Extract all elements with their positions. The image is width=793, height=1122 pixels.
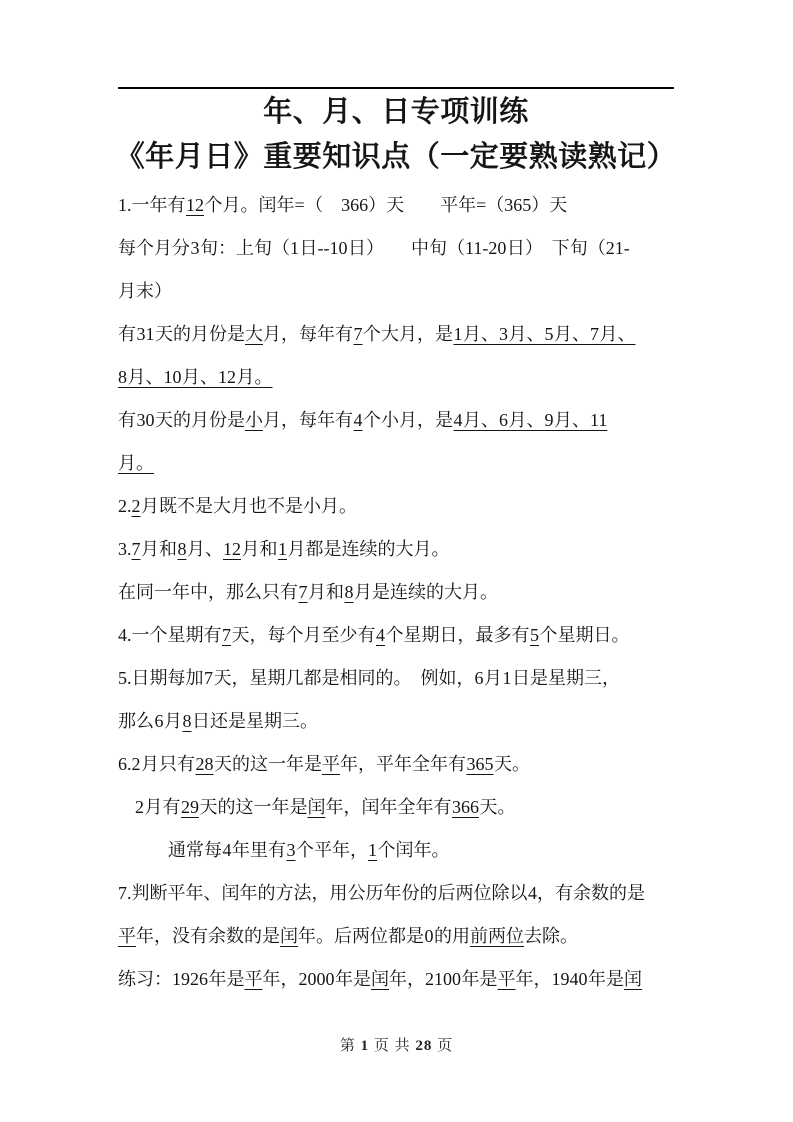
text-segment: 2 月有: [135, 797, 181, 817]
underlined-text: 4 月、6 月、9 月、11: [453, 410, 608, 430]
text-segment: 个大月，是: [362, 324, 454, 344]
text-segment: 个月。闰年= （ 366）天 平年=（365）天: [204, 195, 568, 215]
underlined-text: 8 月、10 月、12 月。: [118, 367, 273, 387]
underlined-text: 闰: [371, 969, 389, 989]
text-segment: 个星期日。: [539, 625, 630, 645]
underlined-text: 2: [131, 496, 141, 516]
text-segment: 年，2000 年是: [262, 969, 371, 989]
text-segment: 7.判断平年、闰年的方法，用公历年份的后两位除以 4，有余数的是: [118, 883, 645, 903]
text-segment: 在同一年中，那么只有: [118, 582, 299, 602]
underlined-text: 月。: [118, 453, 154, 473]
text-segment: 年，平年全年有: [340, 754, 467, 774]
text-segment: 天。: [479, 797, 516, 817]
text-segment: 6.2 月只有: [118, 754, 196, 774]
underlined-text: 闰: [307, 797, 326, 817]
footer-page-number: 1: [360, 1038, 370, 1054]
text-segment: 5.日期每加 7 天，星期几都是相同的。 例如，6 月 1 日是星期三，: [118, 668, 620, 688]
text-line: [118, 399, 678, 442]
underlined-text: 4: [353, 410, 363, 430]
underlined-text: 29: [181, 797, 199, 817]
footer-segment: 页 共: [369, 1038, 416, 1054]
text-line: [118, 571, 678, 614]
text-line: [118, 657, 678, 700]
doc-title-line-2: 《年月日》重要知识点（一定要熟读熟记）: [115, 141, 677, 173]
text-segment: 月、: [186, 539, 223, 559]
text-segment: 1.一年有: [118, 195, 186, 215]
document-lines: [118, 184, 678, 1001]
underlined-text: 前两位: [470, 926, 524, 946]
text-segment: 月和: [140, 539, 178, 559]
text-line: [118, 270, 678, 313]
text-segment: 有 31 天的月份是: [118, 324, 245, 344]
underlined-text: 8: [182, 711, 192, 731]
underlined-text: 366: [452, 797, 479, 817]
text-segment: 年，2100 年是: [389, 969, 498, 989]
text-segment: 月都是连续的大月。: [287, 539, 450, 559]
text-line: [118, 528, 678, 571]
text-segment: 天的这一年是: [213, 754, 322, 774]
text-segment: 月是连续的大月。: [353, 582, 498, 602]
text-segment: 练习：1926 年是: [118, 969, 245, 989]
text-segment: 个闰年。: [377, 840, 450, 860]
footer-segment: 第: [339, 1038, 361, 1054]
text-line: [118, 356, 678, 399]
text-segment: 年。后两位都是 0 的用: [298, 926, 470, 946]
text-line: [118, 442, 678, 485]
underlined-text: 平: [497, 969, 516, 989]
underlined-text: 闰: [280, 926, 298, 946]
text-segment: 有 30 天的月份是: [118, 410, 245, 430]
page-footer: [0, 1034, 793, 1055]
underlined-text: 大: [245, 324, 263, 344]
text-segment: 月和: [307, 582, 345, 602]
underlined-text: 4: [376, 625, 385, 645]
text-segment: 4.一个星期有: [118, 625, 222, 645]
header-divider: [118, 87, 674, 89]
text-segment: 年，没有余数的是: [136, 926, 280, 946]
underlined-text: 小: [245, 410, 263, 430]
footer-page-number: 28: [415, 1038, 433, 1054]
text-segment: 月，每年有: [263, 410, 354, 430]
text-line: [118, 700, 678, 743]
underlined-text: 1: [368, 840, 377, 860]
doc-title-line-1: 年、月、日专项训练: [263, 96, 529, 128]
text-line: [118, 485, 678, 528]
text-line: [118, 786, 678, 829]
text-segment: 2.: [118, 496, 132, 516]
underlined-text: 8: [344, 582, 354, 602]
underlined-text: 5: [530, 625, 539, 645]
text-segment: 天。: [493, 754, 530, 774]
underlined-text: 闰: [624, 969, 642, 989]
underlined-text: 12: [186, 195, 204, 215]
text-line: [118, 872, 678, 915]
underlined-text: 7: [353, 324, 363, 344]
text-segment: 个小月，是: [362, 410, 454, 430]
footer-segment: 页: [432, 1038, 454, 1054]
text-segment: 天的这一年是: [199, 797, 308, 817]
text-segment: 个星期日，最多有: [385, 625, 530, 645]
text-segment: 年，1940 年是: [515, 969, 624, 989]
text-segment: 3.: [118, 539, 132, 559]
underlined-text: 平: [118, 926, 136, 946]
text-segment: 月末）: [118, 281, 172, 301]
text-segment: 月和: [241, 539, 278, 559]
underlined-text: 7: [222, 625, 231, 645]
underlined-text: 7: [298, 582, 308, 602]
underlined-text: 12: [223, 539, 241, 559]
text-line: [118, 313, 678, 356]
text-line: [118, 614, 678, 657]
text-segment: 个平年，: [295, 840, 368, 860]
underlined-text: 1 月、3 月、5 月、7 月、: [453, 324, 636, 344]
text-segment: 日还是星期三。: [191, 711, 318, 731]
document-titles: [110, 90, 682, 180]
text-segment: 去除。: [524, 926, 578, 946]
text-segment: 年，闰年全年有: [325, 797, 452, 817]
text-segment: 那么 6 月: [118, 711, 183, 731]
text-line: [118, 227, 678, 270]
underlined-text: 平: [244, 969, 263, 989]
text-segment: 每个月分 3 旬：上旬（1 日--10 日） 中旬（11-20 日） 下旬（21-: [118, 238, 630, 258]
underlined-text: 3: [286, 840, 296, 860]
text-line: [118, 743, 678, 786]
text-line: [118, 829, 678, 872]
text-line: [118, 958, 678, 1001]
text-line: [118, 184, 678, 227]
text-segment: 月既不是大月也不是小月。: [140, 496, 357, 516]
underlined-text: 365: [466, 754, 494, 774]
text-segment: 通常每 4 年里有: [168, 840, 287, 860]
text-segment: 月，每年有: [263, 324, 354, 344]
underlined-text: 1: [278, 539, 287, 559]
underlined-text: 7: [131, 539, 141, 559]
text-segment: 天，每个月至少有: [231, 625, 376, 645]
underlined-text: 平: [322, 754, 340, 774]
underlined-text: 8: [177, 539, 187, 559]
underlined-text: 28: [195, 754, 214, 774]
text-line: [118, 915, 678, 958]
